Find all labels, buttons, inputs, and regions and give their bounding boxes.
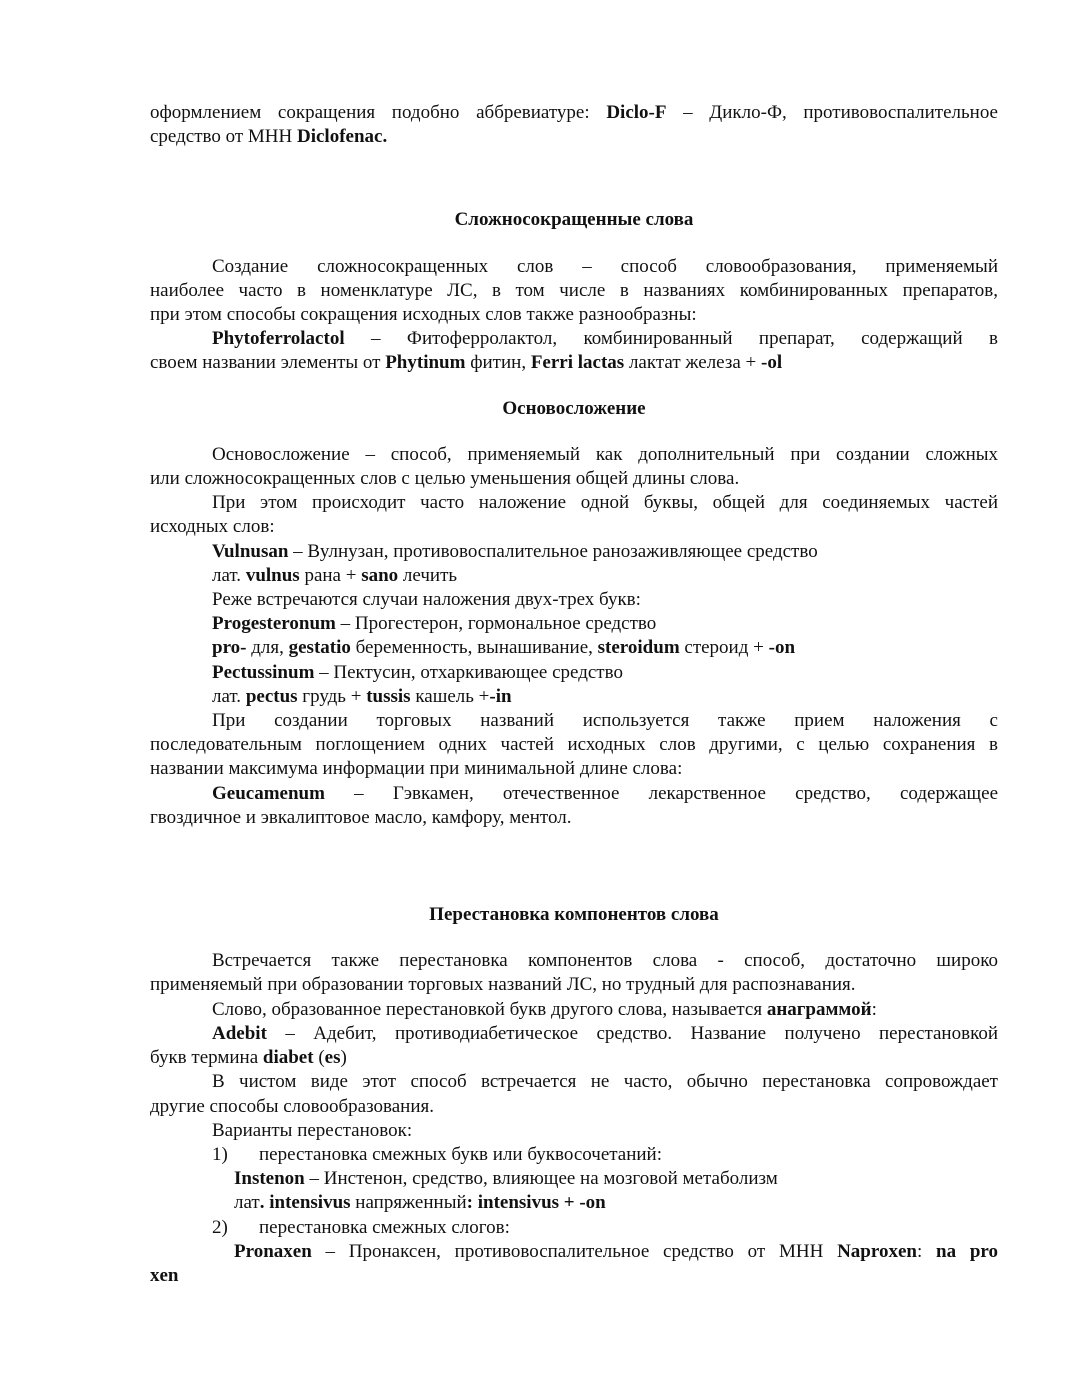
paragraph-line: при этом способы сокращения исходных слов также разнообразны: (150, 304, 697, 326)
intro-line: средство от МНН Diclofenac. (150, 126, 388, 148)
example-line: Vulnusan – Вулнузан, противовоспалительное ранозаживляющее средство (212, 540, 818, 562)
paragraph-line: применяемый при образовании торговых названий ЛС, но трудный для распознавания. (150, 974, 856, 996)
example-line: xen (150, 1264, 179, 1286)
paragraph-line: При этом происходит часто наложение одной буквы, общей для соединяемых частей (212, 492, 998, 514)
list-number: 2) (212, 1216, 228, 1238)
paragraph-line: В чистом виде этот способ встречается не часто, обычно перестановка сопровождает (212, 1071, 998, 1093)
example-line: Instenon – Инстенон, средство, влияющее на мозговой метаболизм (234, 1168, 778, 1190)
paragraph-line: При создании торговых названий используется также прием наложения с (212, 710, 998, 732)
example-line: Pronaxen – Пронаксен, противовоспалительное средство от МНН Naproxen: na pro (234, 1240, 998, 1262)
etymology-line: pro- для, gestatio беременность, вынашивание, steroidum стероид + -on (212, 637, 796, 659)
etymology-line: лат. intensivus напряженный: intensivus + -on (234, 1192, 606, 1214)
example-line: Geucamenum – Гэвкамен, отечественное лекарственное средство, содержащее (212, 782, 998, 804)
paragraph-line: Основосложение – способ, применяемый как дополнительный при создании сложных (212, 443, 998, 465)
etymology-line: лат. vulnus рана + sano лечить (212, 564, 458, 586)
paragraph-line: Встречается также перестановка компонентов слова - способ, достаточно широко (212, 950, 998, 972)
example-line: своем названии элементы от Phytinum фитин, Ferri lactas лактат железа + -ol (150, 352, 783, 374)
paragraph-line: названии максимума информации при минимальной длине слова: (150, 758, 683, 780)
list-number: 1) (212, 1143, 228, 1165)
example-line: гвоздичное и эвкалиптовое масло, камфору, ментол. (150, 806, 572, 828)
paragraph-line: или сложносокращенных слов с целью уменьшения общей длины слова. (150, 468, 740, 490)
example-line: букв термина diabet (es) (150, 1047, 347, 1069)
intro-line: оформлением сокращения подобно аббревиатуре: Diclo-F – Дикло-Ф, противовоспалительное (150, 102, 998, 123)
paragraph-line: другие способы словообразования. (150, 1095, 434, 1117)
paragraph-line: исходных слов: (150, 516, 275, 538)
example-line: Pectussinum – Пектусин, отхаркивающее средство (212, 661, 623, 683)
section-heading: Основосложение (502, 397, 646, 419)
document-page (150, 101, 998, 1288)
paragraph-line: Варианты перестановок: (212, 1119, 413, 1141)
etymology-line: лат. pectus грудь + tussis кашель +-in (212, 685, 512, 707)
example-line: Progesteronum – Прогестерон, гормональное средство (212, 613, 657, 635)
list-item: 2) перестановка смежных слогов: (150, 1216, 998, 1240)
paragraph-line: последовательным поглощением одних частей исходных слов другими, с целью сохранения в (150, 734, 998, 756)
list-item: 1) перестановка смежных букв или буквосочетаний: (150, 1143, 998, 1167)
example-line: Phytoferrolactol – Фитоферролактол, комбинированный препарат, содержащий в (212, 328, 998, 350)
paragraph-line: Реже встречаются случаи наложения двух-трех букв: (212, 589, 641, 611)
section-heading: Сложносокращенные слова (454, 209, 694, 231)
paragraph-line: Слово, образованное перестановкой букв другого слова, называется анаграммой: (212, 998, 877, 1020)
example-line: Adebit – Адебит, противодиабетическое средство. Название получено перестановкой (212, 1022, 998, 1044)
paragraph-line: Создание сложносокращенных слов – способ словообразования, применяемый (212, 255, 998, 277)
paragraph-line: наиболее часто в номенклатуре ЛС, в том числе в названиях комбинированных препаратов, (150, 279, 998, 301)
section-heading: Перестановка компонентов слова (429, 904, 719, 926)
